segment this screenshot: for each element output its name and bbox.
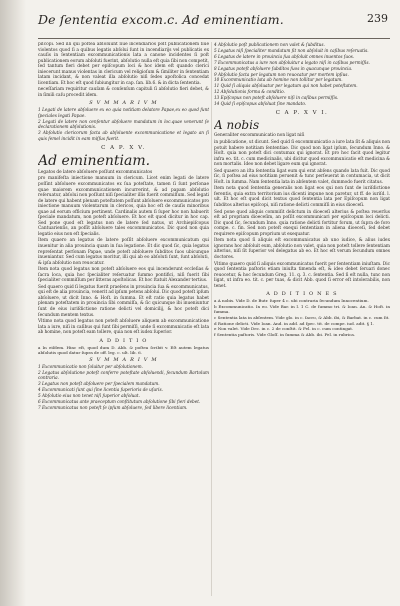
body-paragraph: Item nota quod legatus non poteſt abſoluere eos qui incenderunt eccleſias & ſacra loca, quia hoc ſpecialiter reſeruatur ſummo pontifici, niſi fuerit ſibi ſpecialiter commiſſum per litteras apoſtolicas. Et hoc ſtatuit Alexander tertius.	[38, 267, 209, 284]
summary-item: 7 Excommunicatus non poteſt ſe ipſum abſoluere, ſed libere licentiam.	[38, 405, 188, 411]
right-column	[214, 42, 390, 596]
binding-shadow	[0, 0, 26, 606]
summary-item: 5 Abſolutio eius non tenet niſi ſuperior abſoluat.	[38, 393, 140, 399]
section-title: A nobis	[214, 118, 260, 133]
addition-item: d Ratione delicti. Vide Ioan. And. in add. ad ſpec. tit. de compe. iud. adit. § 1.	[214, 320, 375, 326]
addition-item: e Non valet. Vide Dec. in c. 2 de conſtit. & Fel. in c. cum contingat.	[214, 326, 354, 332]
addition-item: b Excommunicatio. In eo. Vide Bar. in l. 1 C. de ſummo tri. & Ioan. An. & Hoſt. in ſumma.	[214, 303, 390, 315]
body-paragraph: in publicatione, ut dicunt. Sed quid ſi excommunicatio a iure lata ſit & aliquis non potuit habere notitiam ſententiae. Dic quod non ligat ipſum, ſecundum Inno. & Hoſt. quia non poteſt dici contumax qui ignorat. Et pro hoc facit quod legitur infra eo. tit. c. cum medicinalis, ubi dicitur quod excommunicatio eſt medicina & non mortalis. Ideo non debet ligare eum qui ignorat.	[214, 140, 390, 168]
section-intro: Generaliter excommunicatio non ligat niſi	[214, 133, 305, 139]
summary-heading: S V M M A R I V M	[89, 100, 158, 107]
body-paragraph: Item nota quod ſententia generalis non ligat eos qui non ſunt de iuriſdictione ferentis, quia extra territorium ius dicenti impune non paretur, ut ff. de iuriſd. l. ult. Et hoc eſt quod dicit textus quod ſententia lata per Epiſcopum non ligat ſubditos alterius epiſcopi, niſi ratione delicti commiſſi in eius dioeceſi.	[214, 186, 390, 209]
summary-item: 11 Quid ſi aliquis abſoluatur per legatum qui non habet poteſtatem.	[214, 83, 358, 89]
running-title: De ſententia excom.c. Ad eminentiam.	[38, 12, 284, 27]
summary-item: 10 Excommunicatio lata ab homine non tollitur per legatum.	[214, 77, 343, 83]
chapter-heading: C A P. X V I.	[275, 110, 329, 117]
body-paragraph: Sed quaero an iſta ſententia ligat eum qui erat abſens quando lata fuit. Dic quod ſic, ſi poſtea ad eius notitiam peruenit & tunc perſeuerat in contumacia, ut dicit Hoſt. in ſumma. Nam ſententia lata in abſentem valet, dummodo fuerit citatus.	[214, 168, 390, 185]
summary-item: 5 Legatus niſi ſpecialiter mandatum ſit non abſoluit in caſibus reſeruatis.	[214, 47, 369, 53]
section-title: Ad eminentiam.	[38, 152, 151, 169]
summary-item: 3 Abſolutio clericorum facta ab abſoluente excommunicatione et legato an ſi quis ſemel incidit in eam miſſus fuerit.	[38, 130, 209, 141]
body-paragraph: Item nota quod ſi aliquis eſt excommunicatus ab uno iudice, & alius iudex ignorans hoc abſoluit eum, abſolutio non valet, quia non poteſt tollere ſententiam alterius, niſi ſit ſuperior vel delegatus ab eo. Et hoc eſt verum ſecundum omnes doctores.	[214, 238, 390, 260]
summary-item: 12 Abſolutionis forma & conditio.	[214, 89, 285, 95]
summary-item: 2 Legatus abſolutione poteſt conferre poteſtate abſoluendi, ſecundum Bartolum contraria.	[38, 370, 209, 381]
summary-item: 7 Excommunicatus a iure non abſoluitur a legato niſi in caſibus permiſſis.	[214, 59, 370, 65]
summary-item: 1 Excommunicatio non ſoluitur per abſolutionem.	[38, 364, 143, 370]
left-column	[38, 42, 209, 596]
body-paragraph: Sed pone quod aliquis commiſit delictum in dioeceſi alterius & poſtea reuerſus eſt ad propriam dioeceſim, an poſſit excommunicari per epiſcopum loci delicti. Dic quod ſic, ſecundum Inno. quia ratione delicti fortitur forum, ut ſupra de foro compe. c. fin. Sed non poteſt exequi ſententiam in aliena dioeceſi, ſed debet requirere epiſcopum proprium ut exequatur.	[214, 209, 390, 237]
summary-heading: S V M M A R I V M	[89, 357, 158, 364]
additions-heading: A D D I T I O	[99, 337, 148, 344]
body-paragraph: Vltimo quaero quid ſi aliquis excommunicatus fuerit per ſententiam iniuſtam. Dic quod ſententia paſtoris etiam iniuſta timenda eſt, & ideo debet ſeruari donec reuocetur, & hoc ſecundum Greg. 11. q. 3. c. ſententia. Sed ſi eſt nulla, tunc non ligat, ut infra eo. tit. c. per tuas, & dicit Abb. quod ſi error eſt intolerabilis, non tenet.	[214, 261, 390, 289]
additions-heading: A D D I T I O N E S	[266, 291, 338, 298]
intro-paragraph: neceſſariam requiritur cauſam & conſenſum capituli ſi abſolutio fieri debet, & in ſimili caſu procedit idem.	[38, 87, 209, 98]
summary-item: 14 Quid ſi epiſcopus abſoluat ſine mandato.	[214, 101, 307, 107]
summary-item: 1 Legati de latere abſoluere ex eo quia notitiam delatore Papae,ex eo quod ſunt ſpeciales legati Papae.	[38, 107, 209, 118]
summary-item: 4 Abſolutio poſt publicationem non valet & ſubditus.	[214, 42, 325, 47]
body-paragraph: Item quaero an legatus de latere poſſit abſoluere excommunicatum qui inuenitur in alia prouincia quam in ſua legatione. Et dic quod ſic, quia legatus repreſentat perſonam Papae, unde poteſt abſoluere ſubditos ſuos ubicunque inueniantur. Sed cum legatus moritur, illi qui ab eo abſoluti ſunt, ſunt abſoluti, & ipſa abſolutio non reuocatur.	[38, 238, 209, 266]
summary-item: 13 Epiſcopus non poteſt abſoluere niſi in caſibus permiſſis.	[214, 95, 339, 101]
summary-item: 8 Legatus poteſt abſoluere ſubditos ſuos in quacunque prouincia.	[214, 65, 353, 71]
addition-item: c Sententia lata in abſentem. Vide glo. in c. ſacro, & Abb. ibi, & Barbat. in c. cum ſit.	[214, 314, 390, 320]
summary-item: 4 Excommunicati ſunt qui ſine licentia ſuperioris de uſuris.	[38, 387, 163, 393]
summary-item: 2 Legati de latere non cenſentur abſoluere mandatum in loc.quae venerunt ſe declarationem abſolutionis.	[38, 118, 209, 130]
page-header	[38, 4, 390, 39]
intro-paragraph: piſcopi. Sed illi qui poſtea abſoluunt ſiue incendiarios poſt publicationem ſiue violentos quod ſi a quibus legatis abſolui ſunt in incendiarijs vel publicatis ex cauſis in ſententiam excommunicationis lata a canone incidentes ſi poſt publicationem eorum abſoluti fuerint, abſolutio nulla eſt quia ſibi non competit, ſed tantum fieri debet per epiſcopum loci & hoc idem eſt quando clerici iniecerunt manus violentas in clericum vel religioſum & ſimiliter in ſententiam latam incidant, & non valeat illa abſolutio niſi ſedes apoſtolica concedat licentiam. Et hoc eſt quod ſubiungitur in cap. ſan. lib.6. & in dicta ſententia.	[38, 42, 209, 86]
summary-item: 3 Legatus non poteſt abſoluere per ſpecialem mandatum.	[38, 381, 160, 387]
addition-item: f Sententia paſtoris. Vide Gloſſ. in ſumma & Abb. ibi. Fel. in rubrica.	[214, 331, 356, 337]
addition-item: a A nobis. Vide D. de Butr. ſuper 4 c. ubi contraria ſecundum Innocentium.	[214, 298, 369, 304]
summary-item: 6 Excommunicatus ante praeceptum conſtitutum abſolutione ſibi fieri debet.	[38, 399, 201, 405]
body-paragraph: pro manifeſta iniectione manuum in clericum. Licet enim legati de latere poſſint abſoluere excommunicatos ex ſua poteſtate, tamen ſi ſunt perſonae quae maiorem excommunicationem incurrerint, & ad papam abſolutio reſeruatur, abſolui non poſſunt niſi ſpecialiter illis fuerit commiſſum. Sed legati de latere qui habent plenam poteſtatem poſſunt abſoluere excommunicatos pro iniectione manuum violentarum in clericos, quia hoc eſt de cauſis minoribus quae ad eorum officium pertinent. Cardinalis autem ſi ſuper hoc non habuerit ſpeciale mandatum, non poteſt abſoluere. Et hoc eſt quod dicitur in hoc cap. Sed pone quod eſt legatus non de latere ſed natus, ut Archiepiſcopus Cantuarienſis, an poſſit abſoluere tales excommunicatos. Dic quod non quia legatio eius non eſt ſpecialis.	[38, 176, 209, 237]
addition-item: a In eiſdem. Hinc eſt, quod dum D. Abb. & poſtea ſcribit v. Eſt autem legatus abſolutis quod datur ſupra de off. leg. c. ult. lib. 6.	[38, 344, 209, 355]
body-paragraph: Vltimo nota quod legatus non poteſt abſoluere aliquem ab excommunicatione lata a iure, niſi in caſibus qui ſunt ſibi permiſſi, unde ſi excommunicatio eſt lata ab homine, non poteſt eam tollere, quia non eſt iudex ſuperior.	[38, 319, 209, 336]
page-number: 239	[367, 12, 388, 25]
section-intro: Legatos de latere abſoluere poſſunt excommunicatos	[38, 169, 153, 175]
summary-item: 9 Abſolutio facta per legatum non reuocatur per mortem ipſius.	[214, 71, 349, 77]
summary-item: 6 Legatus de latere in prouincia ſua abſoluit omnes inuentos ſuos.	[214, 53, 355, 59]
chapter-heading: C A P. X V.	[101, 144, 146, 151]
column-gutter	[211, 42, 212, 596]
body-paragraph: Sed quaero quid ſi legatus fuerit praeſens in prouincia ſua & excommunicatus, qui eſt de alia prouincia, venerit ad ipſum petens abſolui. Dic quod poteſt ipſum abſoluere, ut dicit Inno. & Hoſt. in ſumma. Et eſt ratio quia legatus habet plenam poteſtatem in prouincia ſibi commiſſa, & ſic quicunque ibi inueniuntur ſunt de eius iuriſdictione ratione delicti vel domicilij, & hoc poteſt dici ſecundum mentem textus.	[38, 284, 209, 318]
